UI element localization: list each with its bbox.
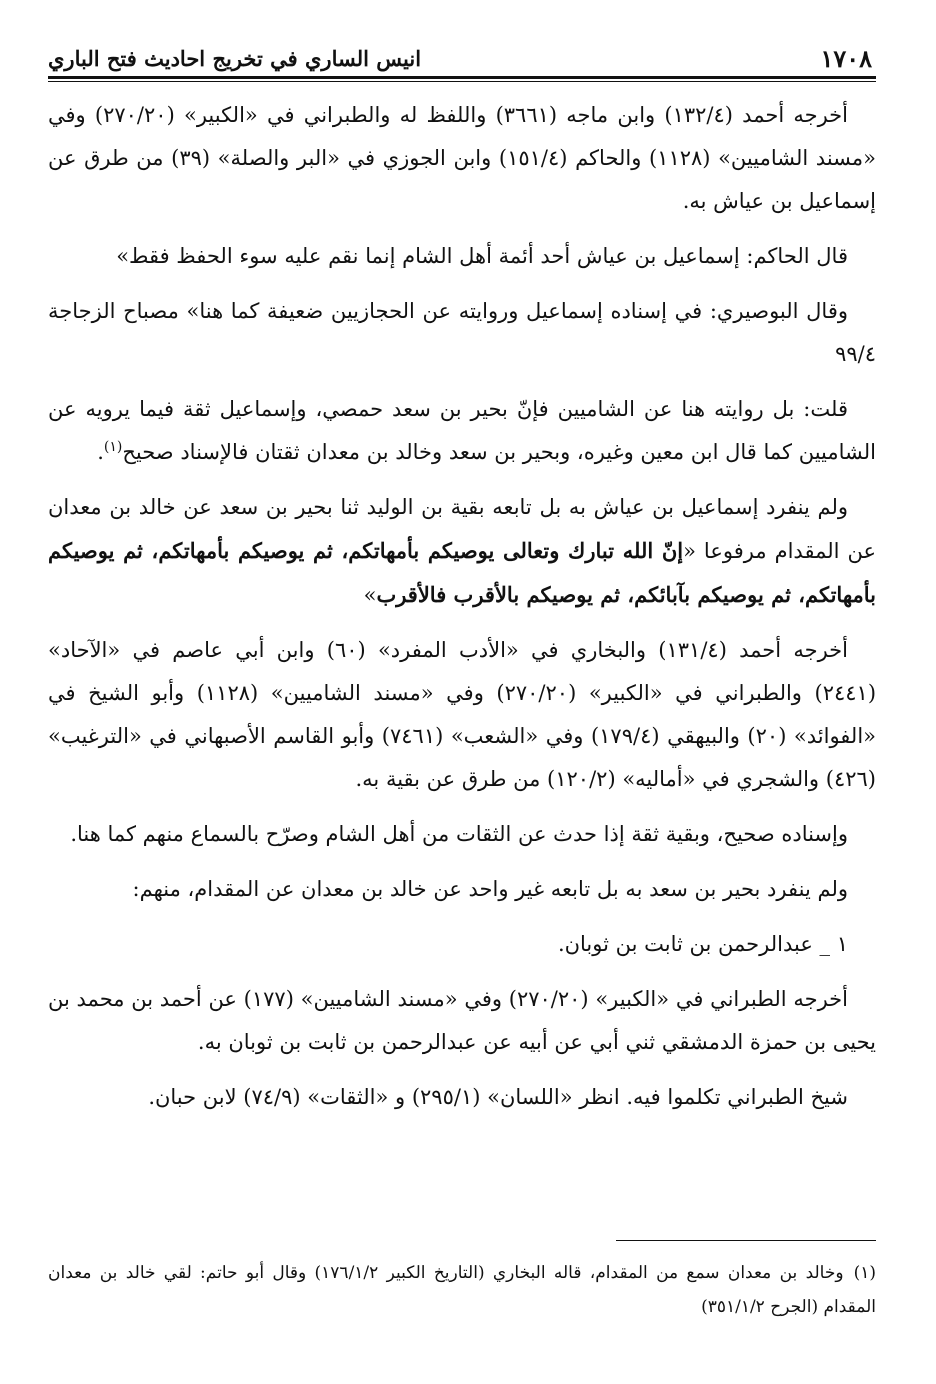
list-item-1: ١ _ عبدالرحمن بن ثابت بن ثوبان.: [557, 932, 848, 956]
footnote-number: (١): [853, 1263, 876, 1283]
paragraph-qultu: قلت: بل روايته هنا عن الشاميين فإنّ بحير بن سعد حمصي، وإسماعيل ثقة فيما يرويه عن الشاميين كما قال ابن معين وغيره، وبحير بن سعد وخالد بن معدان ثقتان فالإسناد صحيح$^{(١)}$.: [48, 397, 876, 464]
paragraph-takhrij-1: أخرجه أحمد (١٣٢/٤) وابن ماجه (٣٦٦١) واللفظ له والطبراني في «الكبير» (٢٧٠/٢٠) وفي «مسند الشاميين» (١١٢٨) والحاكم (١٥١/٤) وابن الجوزي في «البر والصلة» (٣٩) من طرق عن إسماعيل بن عياش به.: [48, 103, 876, 213]
paragraph-takhrij-3: أخرجه الطبراني في «الكبير» (٢٧٠/٢٠) وفي «مسند الشاميين» (١٧٧) عن أحمد بن محمد بن يحيى بن حمزة الدمشقي ثني أبي عن أبيه عن عبدالرحمن بن ثابت بن ثوبان به.: [48, 987, 876, 1054]
page-body: [48, 94, 876, 1119]
paragraph-hakim: قال الحاكم: إسماعيل بن عياش أحد أئمة أهل الشام إنما نقم عليه سوء الحفظ فقط»: [116, 244, 848, 268]
header-rule: [48, 81, 876, 82]
footnote: [48, 1256, 876, 1324]
paragraph-busiri: وقال البوصيري: في إسناده إسماعيل وروايته عن الحجازيين ضعيفة كما هنا» مصباح الزجاجة ٩٩/٤: [48, 299, 876, 366]
footnote-rule: [616, 1240, 876, 1241]
paragraph-isnad: وإسناده صحيح، وبقية ثقة إذا حدث عن الثقات من أهل الشام وصرّح بالسماع منهم كما هنا.: [70, 822, 848, 846]
paragraph-mutabaat: ولم ينفرد بحير بن سعد به بل تابعه غير واحد عن خالد بن معدان عن المقدام، منهم:: [132, 877, 848, 901]
book-title: انيس الساري في تخريج احاديث فتح الباري: [48, 46, 422, 71]
footnote-text: وخالد بن معدان سمع من المقدام، قاله البخاري (التاريخ الكبير ١٧٦/١/٢) وقال أبو حاتم: لقي خالد بن معدان المقدام (الجرح ٣٥١/١/٢): [48, 1263, 876, 1317]
paragraph-takhrij-2: أخرجه أحمد (١٣١/٤) والبخاري في «الأدب المفرد» (٦٠) وابن أبي عاصم في «الآحاد» (٢٤٤١) والطبراني في «الكبير» (٢٧٠/٢٠) وفي «مسند الشاميين» (١١٢٨) وأبو الشيخ في «الفوائد» (٢٠) والبيهقي (١٧٩/٤) وفي «الشعب» (٧٤٦١) وأبو القاسم الأصبهاني في «الترغيب» (٤٢٦) والشجري في «أماليه» (١٢٠/٢) من طرق عن بقية به.: [48, 638, 877, 791]
paragraph-shaykh: شيخ الطبراني تكلموا فيه. انظر «اللسان» (٢٩٥/١) و «الثقات» (٧٤/٩) لابن حبان.: [148, 1085, 848, 1109]
page-number: ١٧٠٨: [820, 44, 872, 73]
hadith-text: إنّ الله تبارك وتعالى يوصيكم بأمهاتكم، ثم يوصيكم بأمهاتكم، ثم يوصيكم بأمهاتكم، ثم يوصيكم بآبائكم، ثم يوصيكم بالأقرب فالأقرب: [48, 538, 876, 607]
paragraph-mutaba: ولم ينفرد إسماعيل بن عياش به بل تابعه بقية بن الوليد ثنا بحير بن سعد عن خالد بن معدان عن المقدام مرفوعا «إنّ الله تبارك وتعالى يوصيكم بأمهاتكم، ثم يوصيكم بأمهاتكم، ثم يوصيكم بأمهاتكم، ثم يوصيكم بآبائكم، ثم يوصيكم بالأقرب فالأقرب»: [48, 495, 876, 607]
footnote-ref: (١): [103, 439, 123, 455]
page-header: [48, 44, 876, 79]
